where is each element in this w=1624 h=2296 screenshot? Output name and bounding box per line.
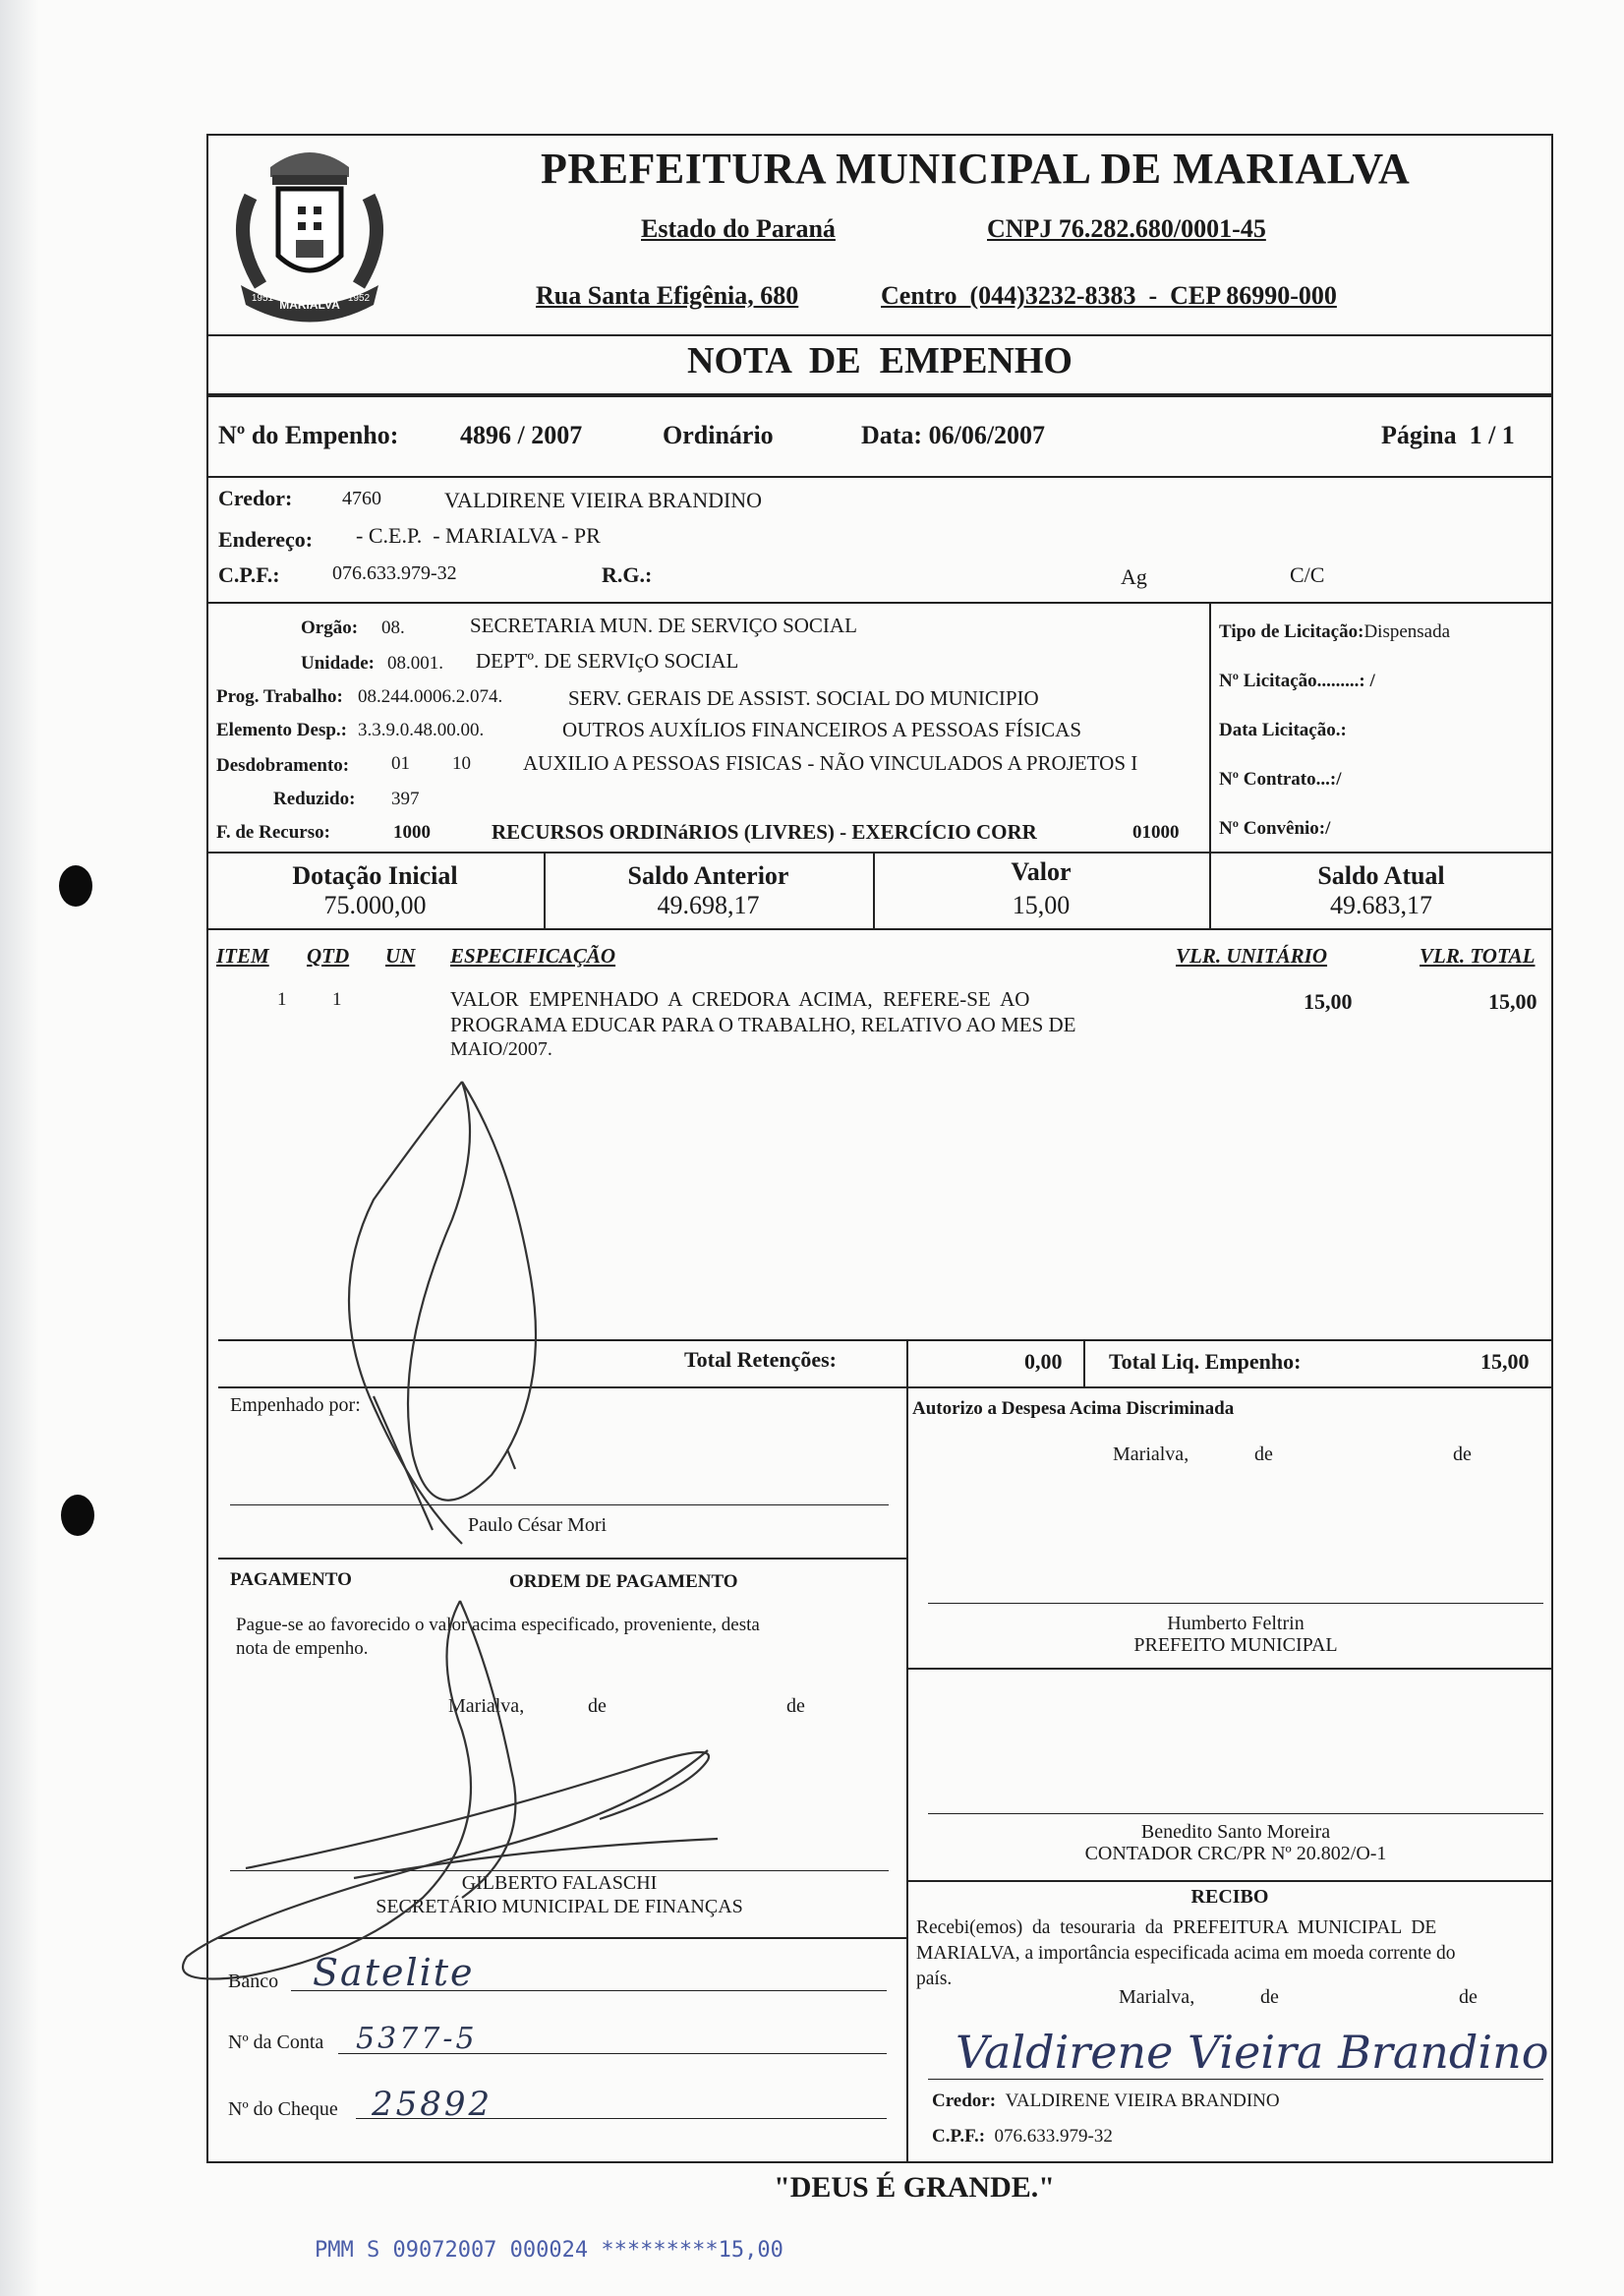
recibo-title: RECIBO — [1190, 1886, 1269, 1908]
cash-stamp: PMM S 09072007 000024 *********15,00 — [315, 2238, 783, 2263]
total-retencoes-label: Total Retenções: — [684, 1347, 837, 1372]
unidade-label: Unidade: — [301, 653, 375, 674]
recibo-de2: de — [1459, 1986, 1478, 2008]
row-unit-value: 15,00 — [1304, 989, 1353, 1014]
prog-desc: SERV. GERAIS DE ASSIST. SOCIAL DO MUNICIPIO — [568, 686, 1039, 710]
rg-label: R.G.: — [602, 562, 653, 587]
dotacao-inicial-value: 75.000,00 — [323, 891, 427, 919]
unidade-desc: DEPTº. DE SERVIçO SOCIAL — [476, 649, 739, 673]
tipo-licitacao: Tipo de Licitação:Dispensada — [1219, 621, 1451, 642]
cheque-label: Nº do Cheque — [228, 2098, 338, 2120]
col-item: ITEM — [216, 944, 269, 968]
empenho-number: 4896 / 2007 — [460, 421, 583, 449]
numero-convenio: Nº Convênio:/ — [1219, 818, 1331, 839]
banco-label: Banco — [228, 1971, 279, 1992]
recurso-code: 1000 — [393, 822, 431, 843]
row-spec-line3: MAIO/2007. — [450, 1038, 552, 1060]
seal-year-right: 1952 — [347, 293, 371, 304]
row-spec-line1: VALOR EMPENHADO A CREDORA ACIMA, REFERE-SE AO — [450, 987, 1030, 1011]
desdobramento-desc: AUXILIO A PESSOAS FISICAS - NÃO VINCULADOS A PROJETOS I — [523, 751, 1138, 775]
recibo-signature: Valdirene Vieira Brandino — [956, 2026, 1549, 2079]
valor-value: 15,00 — [1012, 891, 1071, 919]
col-qtd: QTD — [307, 944, 350, 968]
col-especificacao: ESPECIFICAÇÃO — [450, 944, 616, 968]
recibo-place: Marialva, — [1119, 1986, 1195, 2008]
state-label: Estado do Paraná — [641, 214, 836, 243]
recurso-label: F. de Recurso: — [216, 822, 330, 843]
autorizo-de2: de — [1453, 1443, 1472, 1465]
recurso-desc: RECURSOS ORDINáRIOS (LIVRES) - EXERCÍCIO CORR — [492, 820, 1037, 844]
credor-name: VALDIRENE VIEIRA BRANDINO — [444, 488, 763, 512]
saldo-atual-label: Saldo Atual — [1317, 861, 1445, 890]
pagamento-de2: de — [786, 1695, 805, 1717]
orgao-code: 08. — [381, 618, 405, 638]
motto: "DEUS É GRANDE." — [774, 2171, 1055, 2204]
reduzido-code: 397 — [391, 789, 420, 809]
row-item: 1 — [277, 989, 287, 1010]
elemento-desc: OUTROS AUXÍLIOS FINANCEIROS A PESSOAS FÍSICAS — [562, 718, 1082, 741]
seal-text: MARIALVA — [279, 298, 340, 312]
col-vlr-unitario: VLR. UNITÁRIO — [1176, 944, 1328, 968]
cc-label: C/C — [1290, 562, 1325, 587]
cnpj-label: CNPJ 76.282.680/0001-45 — [987, 214, 1266, 243]
contador-role: CONTADOR CRC/PR Nº 20.802/O-1 — [1084, 1843, 1387, 1864]
autorizo-label: Autorizo a Despesa Acima Discriminada — [912, 1398, 1235, 1419]
desdobramento-label: Desdobramento: — [216, 755, 350, 776]
pagamento-text2: nota de empenho. — [236, 1638, 369, 1659]
secretario-name: GILBERTO FALASCHI — [461, 1872, 658, 1894]
credor-code: 4760 — [342, 488, 381, 509]
municipality-title: PREFEITURA MUNICIPAL DE MARIALVA — [541, 145, 1411, 193]
ag-label: Ag — [1121, 564, 1147, 589]
prefeito-name: Humberto Feltrin — [1167, 1613, 1305, 1634]
recibo-credor: Credor: VALDIRENE VIEIRA BRANDINO — [932, 2090, 1280, 2111]
elemento-code: 3.3.9.0.48.00.00. — [358, 720, 485, 740]
empenhado-label: Empenhado por: — [230, 1394, 361, 1416]
endereco-label: Endereço: — [218, 527, 314, 552]
row-total-value: 15,00 — [1488, 989, 1537, 1014]
centro-label: Centro (044)3232-8383 - CEP 86990-000 — [881, 281, 1337, 310]
total-liq-label: Total Liq. Empenho: — [1109, 1349, 1302, 1374]
prefeito-role: PREFEITO MUNICIPAL — [1133, 1634, 1338, 1656]
row-spec-line2: PROGRAMA EDUCAR PARA O TRABALHO, RELATIVO AO MES DE — [450, 1013, 1076, 1036]
recibo-de1: de — [1260, 1986, 1279, 2008]
pagamento-label: PAGAMENTO — [230, 1569, 352, 1590]
address-label: Rua Santa Efigênia, 680 — [536, 281, 799, 310]
col-un: UN — [385, 944, 416, 968]
autorizo-place: Marialva, — [1113, 1443, 1189, 1465]
recibo-cpf: C.P.F.: 076.633.979-32 — [932, 2126, 1113, 2147]
empenhado-signer: Paulo César Mori — [468, 1514, 608, 1536]
saldo-atual-value: 49.683,17 — [1330, 891, 1432, 919]
conta-label: Nº da Conta — [228, 2031, 324, 2053]
prog-label: Prog. Trabalho: — [216, 686, 343, 707]
elemento-label: Elemento Desp.: — [216, 720, 347, 740]
recibo-text1: Recebi(emos) da tesouraria da PREFEITURA MUNICIPAL DE — [916, 1917, 1437, 1938]
reduzido-label: Reduzido: — [273, 789, 356, 809]
autorizo-de1: de — [1254, 1443, 1273, 1465]
contador-name: Benedito Santo Moreira — [1140, 1821, 1331, 1843]
seal-year-left: 1951 — [251, 293, 274, 304]
prog-code: 08.244.0006.2.074. — [358, 686, 503, 707]
conta-value: 5377-5 — [356, 2022, 478, 2056]
valor-label: Valor — [1011, 857, 1072, 886]
empenho-date: Data: 06/06/2007 — [861, 421, 1046, 449]
banco-value: Satelite — [313, 1951, 475, 1994]
recurso-code2: 01000 — [1132, 822, 1180, 843]
ordem-pagamento-label: ORDEM DE PAGAMENTO — [509, 1571, 738, 1592]
desdobramento-code1: 01 — [391, 753, 410, 774]
data-licitacao: Data Licitação.: — [1219, 720, 1347, 740]
desdobramento-code2: 10 — [452, 753, 471, 774]
page-number: Página 1 / 1 — [1381, 421, 1515, 449]
recibo-text2: MARIALVA, a importância especificada acima em moeda corrente do — [916, 1943, 1456, 1964]
pagamento-de1: de — [588, 1695, 607, 1717]
unidade-code: 08.001. — [387, 653, 443, 674]
dotacao-inicial-label: Dotação Inicial — [292, 861, 458, 890]
orgao-desc: SECRETARIA MUN. DE SERVIÇO SOCIAL — [470, 614, 857, 637]
total-liq-value: 15,00 — [1480, 1349, 1530, 1374]
col-vlr-total: VLR. TOTAL — [1420, 944, 1536, 968]
cpf-value: 076.633.979-32 — [332, 562, 457, 584]
saldo-anterior-value: 49.698,17 — [657, 891, 760, 919]
empenho-number-label: Nº do Empenho: — [218, 421, 399, 449]
empenho-type: Ordinário — [663, 421, 774, 449]
pagamento-text1: Pague-se ao favorecido o valor acima especificado, proveniente, desta — [236, 1615, 760, 1635]
orgao-label: Orgão: — [301, 618, 359, 638]
total-retencoes-value: 0,00 — [1024, 1349, 1063, 1374]
cheque-value: 25892 — [372, 2085, 493, 2124]
row-qtd: 1 — [332, 989, 342, 1010]
saldo-anterior-label: Saldo Anterior — [627, 861, 789, 890]
pagamento-place: Marialva, — [448, 1695, 525, 1717]
endereco-value: - C.E.P. - MARIALVA - PR — [356, 523, 601, 548]
secretario-role: SECRETÁRIO MUNICIPAL DE FINANÇAS — [376, 1896, 743, 1917]
numero-contrato: Nº Contrato...:/ — [1219, 769, 1342, 790]
numero-licitacao: Nº Licitação.........: / — [1219, 671, 1375, 691]
credor-label: Credor: — [218, 486, 293, 510]
document-title: NOTA DE EMPENHO — [687, 340, 1073, 382]
recibo-text3: país. — [916, 1969, 953, 1989]
cpf-label: C.P.F.: — [218, 562, 280, 587]
